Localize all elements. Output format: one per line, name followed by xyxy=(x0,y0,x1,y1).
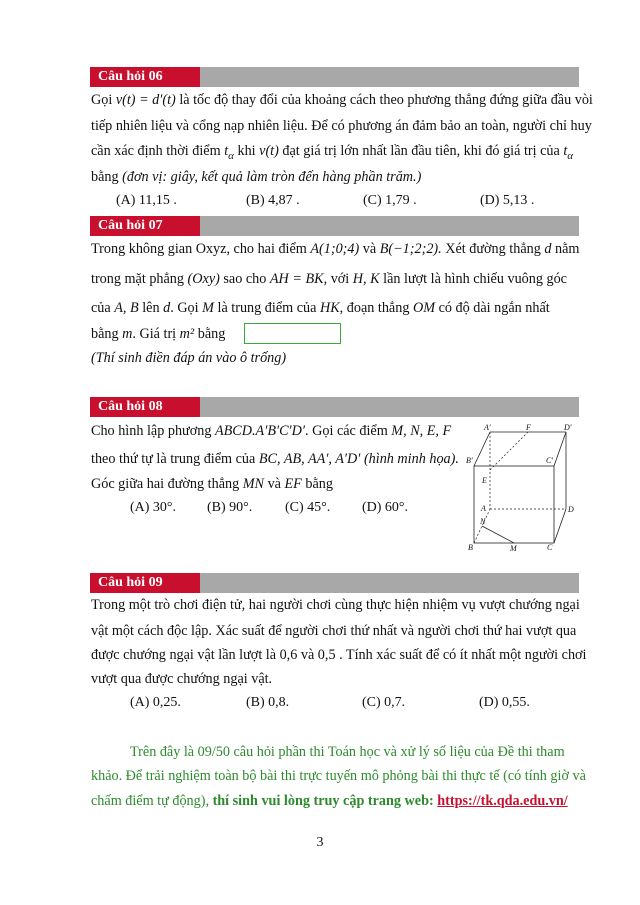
question-07-header xyxy=(90,216,579,236)
q06-option-d[interactable]: (D) 5,13 . xyxy=(480,193,535,208)
footer-line-1: Trên đây là 09/50 câu hỏi phần thi Toán học và xử lý số liệu của Đề thi tham xyxy=(130,744,565,760)
q07-instruction: (Thí sinh điền đáp án vào ô trống) xyxy=(91,350,287,366)
q07-line-3: của A, B lên d. Gọi M là trung điểm của HK, đoạn thẳng OM có độ dài ngắn nhất xyxy=(91,300,550,316)
q09-line-1: Trong một trò chơi điện tử, hai người chơi cùng thực hiện nhiệm vụ vượt chướng ngại xyxy=(91,597,580,613)
label-m: M xyxy=(510,544,517,553)
question-06-tag: Câu hỏi 06 xyxy=(90,67,200,87)
q08-line-3: Góc giữa hai đường thẳng MN và EF bằng xyxy=(91,476,333,492)
q06-option-a[interactable]: (A) 11,15 . xyxy=(116,193,177,208)
q06-line-3: cần xác định thời điểm $t_\alpha$ khi v(t) đạt giá trị lớn nhất lần đầu tiên, khi đó giá trị của $t_\alpha$ xyxy=(91,143,574,162)
q09-line-3: được chướng ngại vật lần lượt là 0,6 và 0,5 . Tính xác suất để có ít nhất một người chơi xyxy=(91,647,587,663)
question-07-tag: Câu hỏi 07 xyxy=(90,216,200,236)
q09-line-2: vật một cách độc lập. Xác suất để người chơi thứ nhất và người chơi thứ hai vượt qua xyxy=(91,623,577,639)
label-c-prime: C′ xyxy=(546,456,554,465)
q08-option-c[interactable]: (C) 45°. xyxy=(285,500,331,515)
cube-illustration xyxy=(462,423,582,553)
label-d: D xyxy=(568,505,574,514)
q07-line-4: bằng m. Giá trị m² bằng xyxy=(91,326,226,342)
q07-answer-input[interactable] xyxy=(244,323,341,344)
label-a: A xyxy=(481,504,486,513)
question-06-header xyxy=(90,67,579,87)
label-n: N xyxy=(480,517,486,526)
q06-option-c[interactable]: (C) 1,79 . xyxy=(363,193,417,208)
page-number: 3 xyxy=(316,835,324,850)
q09-option-a[interactable]: (A) 0,25. xyxy=(130,695,181,710)
q08-line-2: theo thứ tự là trung điểm của BC, AB, AA′, A′D′ (hình minh họa). xyxy=(91,451,459,467)
question-09-tag: Câu hỏi 09 xyxy=(90,573,200,593)
q06-formula: v(t) = d′(t) xyxy=(115,92,176,108)
label-b-prime: B′ xyxy=(466,456,473,465)
q06-line-1: Gọi v(t) = d′(t) là tốc độ thay đổi của khoảng cách theo phương thẳng đứng giữa đầu vòi xyxy=(91,92,593,108)
label-d-prime: D′ xyxy=(564,423,572,432)
q09-option-b[interactable]: (B) 0,8. xyxy=(246,695,290,710)
label-c: C xyxy=(547,543,553,552)
q06-option-b[interactable]: (B) 4,87 . xyxy=(246,193,300,208)
q06-line-4: bằng (đơn vị: giây, kết quả làm tròn đến hàng phần trăm.) xyxy=(91,169,422,185)
question-08-tag: Câu hỏi 08 xyxy=(90,397,200,417)
question-08-header xyxy=(90,397,579,417)
footer-line-2: khảo. Để trải nghiệm toàn bộ bài thi trực tuyến mô phỏng bài thi thực tế (có tính giờ và xyxy=(91,768,586,784)
label-e: E xyxy=(482,476,487,485)
q09-option-d[interactable]: (D) 0,55. xyxy=(479,695,530,710)
q06-line-2: tiếp nhiên liệu và cổng nạp nhiên liệu. Để có phương án đảm bảo an toàn, người chỉ huy xyxy=(91,118,592,134)
q08-option-d[interactable]: (D) 60°. xyxy=(362,500,409,515)
q09-option-c[interactable]: (C) 0,7. xyxy=(362,695,406,710)
q08-option-a[interactable]: (A) 30°. xyxy=(130,500,177,515)
footer-line-3: chấm điểm tự động), thí sinh vui lòng truy cập trang web: https://tk.qda.edu.vn/ xyxy=(91,793,568,809)
segment-mn xyxy=(482,526,514,543)
footer-link[interactable]: https://tk.qda.edu.vn/ xyxy=(437,793,568,809)
q08-option-b[interactable]: (B) 90°. xyxy=(207,500,253,515)
q08-line-1: Cho hình lập phương ABCD.A′B′C′D′. Gọi các điểm M, N, E, F xyxy=(91,423,452,439)
q07-line-1: Trong không gian Oxyz, cho hai điểm A(1;0;4) và B(−1;2;2). Xét đường thẳng d nằm xyxy=(91,241,580,257)
q07-line-2: trong mặt phẳng (Oxy) sao cho AH = BK, với H, K lần lượt là hình chiếu vuông góc xyxy=(91,271,567,287)
label-f: F xyxy=(526,423,531,432)
q09-line-4: vượt qua được chướng ngại vật. xyxy=(91,671,273,687)
label-a-prime: A′ xyxy=(484,423,491,432)
segment-ef xyxy=(490,432,528,470)
question-09-header xyxy=(90,573,579,593)
label-b: B xyxy=(468,543,473,552)
